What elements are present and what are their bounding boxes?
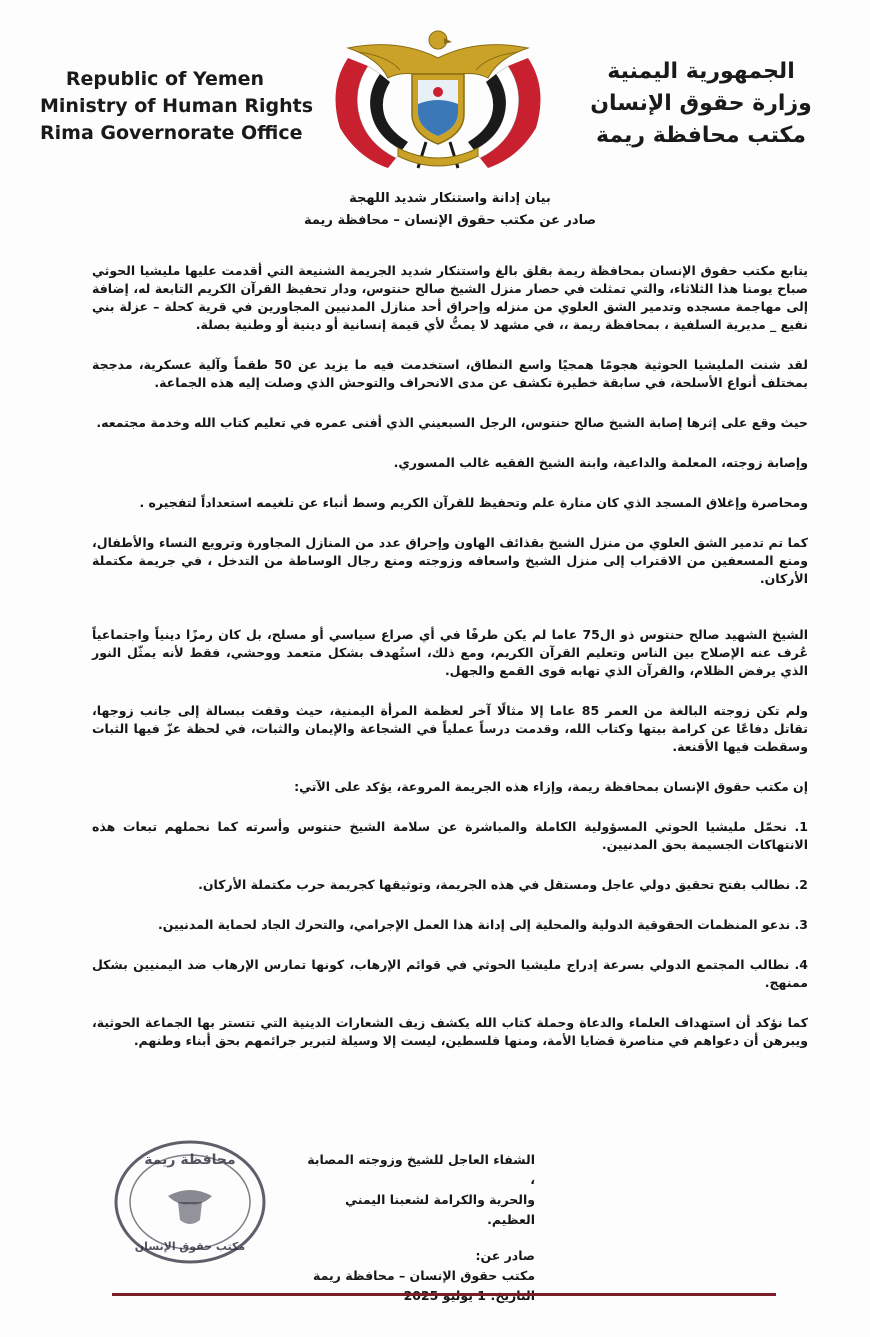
- header-english: [40, 66, 314, 147]
- paragraph-8: ولم تكن زوجته البالغة من العمر 85 عاما إلا مثالًا آخر لعظمة المرأة اليمنية، حيث وقفت ببسالة إلى جانب زوجها، تقاتل دفاعًا عن كرامة بيتها وكتاب الله، وقدمت درساً عملياً في الشجاعة والإيمان والثبات، في لحظة عزّ فيها الثبات وسقطت فيها الأقنعة.: [92, 703, 809, 754]
- issue-date: [305, 1286, 535, 1306]
- demand-item-1: 1. نحمّل مليشيا الحوثي المسؤولية الكاملة والمباشرة عن سلامة الشيخ حنتوس وأسرته كما نحملهم تبعات هذه الانتهاكات الجسيمة بحق المدنيين.: [92, 819, 808, 852]
- paragraph-5: ومحاصرة وإغلاق المسجد الذي كان منارة علم وتحفيظ للقرآن الكريم وسط أنباء عن تلغيمه استعداداً لتفجيره .: [139, 495, 808, 510]
- header-ar-country: الجمهورية اليمنية: [607, 59, 795, 84]
- issuer-name: مكتب حقوق الإنسان – محافظة ريمة: [313, 1268, 535, 1283]
- paragraph-6: كما تم تدمير الشق العلوي من منزل الشيخ بقذائف الهاون وإحراق عدد من المنازل المجاورة وترويع النساء والأطفال، ومنع المسعفين من الاقتراب إلى منزل الشيخ واسعافه وزوجته ومنع رجال الوساطة من التدخل ، في جريمة مكتملة الأركان.: [92, 535, 808, 586]
- title-line-2: صادر عن مكتب حقوق الإنسان – محافظة ريمة: [303, 213, 597, 228]
- yemen-emblem-icon: [318, 18, 558, 178]
- closing-paragraph: كما نؤكد أن استهداف العلماء والدعاة وحملة كتاب الله يكشف زيف الشعارات الدينية التي تتستر بها الجماعة الحوثية، ويبرهن أن دعواهم في مناصرة قضايا الأمة، ومنها فلسطين، ليست إلا وسيلة لتبرير جرائمهم بحق أبناء وطنهم.: [92, 1015, 808, 1048]
- paragraph-1: يتابع مكتب حقوق الإنسان بمحافظة ريمة بقلق بالغ واستنكار شديد الجريمة الشنيعة التي أقدمت عليها مليشيا الحوثي صباح يومنا هذا الثلاثاء، والتي تمثلت في حصار منزل الشيخ صالح حنتوس، ودار تحفيظ القرآن الكريم التابعة له، إضافة إلى مهاجمة مسجده وتدمير الشق العلوي من منزله وإحراق أحد منازل المدنيين المجاورين في قرية كحلة – عزلة بني نفيع _ مديرية السلفية ، بمحافظة ريمة ،، في مشهد لا يمتُّ لأي قيمة إنسانية أو دينية أو وطنية بصلة.: [92, 263, 808, 332]
- paragraph-9: إن مكتب حقوق الإنسان بمحافظة ريمة، وإزاء هذه الجريمة المروعة، يؤكد على الآتي:: [294, 779, 808, 794]
- paragraph-7: الشيخ الشهيد صالح حنتوس ذو ال75 عاما لم يكن طرفًا في أي صراع سياسي أو مسلح، بل كان رمزًا دينياً واجتماعياً عُرف عنه الإصلاح بين الناس وتعليم القرآن الكريم، ومع ذلك، استُهدف بشكل متعمد ووحشي، فقط لأنه يمثّل النور الذي يرفض الظلام، والقرآن الذي تهابه قوى القمع والجهل.: [92, 627, 808, 678]
- stamp-top-text: محافظة ريمة: [144, 1152, 236, 1168]
- statement-title: [92, 188, 808, 232]
- wish-line-2: والحرية والكرامة لشعبنا اليمني العظيم.: [345, 1192, 535, 1227]
- issued-by-label: صادر عن:: [475, 1248, 535, 1263]
- wish-line-1: الشفاء العاجل للشيخ وزوجته المصابة ،: [307, 1152, 535, 1187]
- demand-item-2: 2. نطالب بفتح تحقيق دولي عاجل ومستقل في هذه الجريمة، وتوثيقها كجريمة حرب مكتملة الأركان.: [198, 877, 808, 892]
- title-line-1: بيان إدانة واستنكار شديد اللهجة: [349, 191, 551, 206]
- paragraph-4: وإصابة زوجته، المعلمة والداعية، وابنة الشيخ الفقيه غالب المسوري.: [393, 455, 808, 470]
- header-ar-ministry: وزارة حقوق الإنسان: [590, 91, 812, 116]
- paragraph-2: لقد شنت المليشيا الحوثية هجومًا همجيًا واسع النطاق، استخدمت فيه ما يزيد عن 50 طقماً وآلية عسكرية، مدججة بمختلف أنواع الأسلحة، في سابقة خطيرة تكشف عن مدى الانحراف والتوحش الذي وصلت إليه هذه الجماعة.: [92, 357, 808, 390]
- statement-body: [92, 188, 808, 1072]
- paragraph-3: حيث وقع على إثرها إصابة الشيخ صالح حنتوس، الرجل السبعيني الذي أفنى عمره في تعليم كتاب الله وخدمة مجتمعه.: [96, 415, 808, 430]
- header-en-country: Republic of Yemen: [65, 68, 265, 90]
- official-stamp-icon: [110, 1136, 270, 1268]
- header-en-office: Rima Governorate Office: [40, 122, 303, 144]
- demand-item-4: 4. نطالب المجتمع الدولي بسرعة إدراج مليشيا الحوثي في قوائم الإرهاب، كونها تمارس الإرهاب ضد اليمنيين بشكل ممنهج.: [92, 957, 808, 990]
- signature-block: [305, 1150, 535, 1306]
- header-arabic: [576, 56, 826, 152]
- header-en-ministry: Ministry of Human Rights: [40, 95, 314, 117]
- footer-divider: [112, 1293, 776, 1296]
- stamp-bottom-text: مكتب حقوق الإنسان: [134, 1240, 246, 1253]
- header-ar-office: مكتب محافظة ريمة: [596, 123, 806, 148]
- demand-item-3: 3. ندعو المنظمات الحقوقية الدولية والمحلية إلى إدانة هذا العمل الإجرامي، والتحرك الجاد لحماية المدنيين.: [157, 917, 808, 932]
